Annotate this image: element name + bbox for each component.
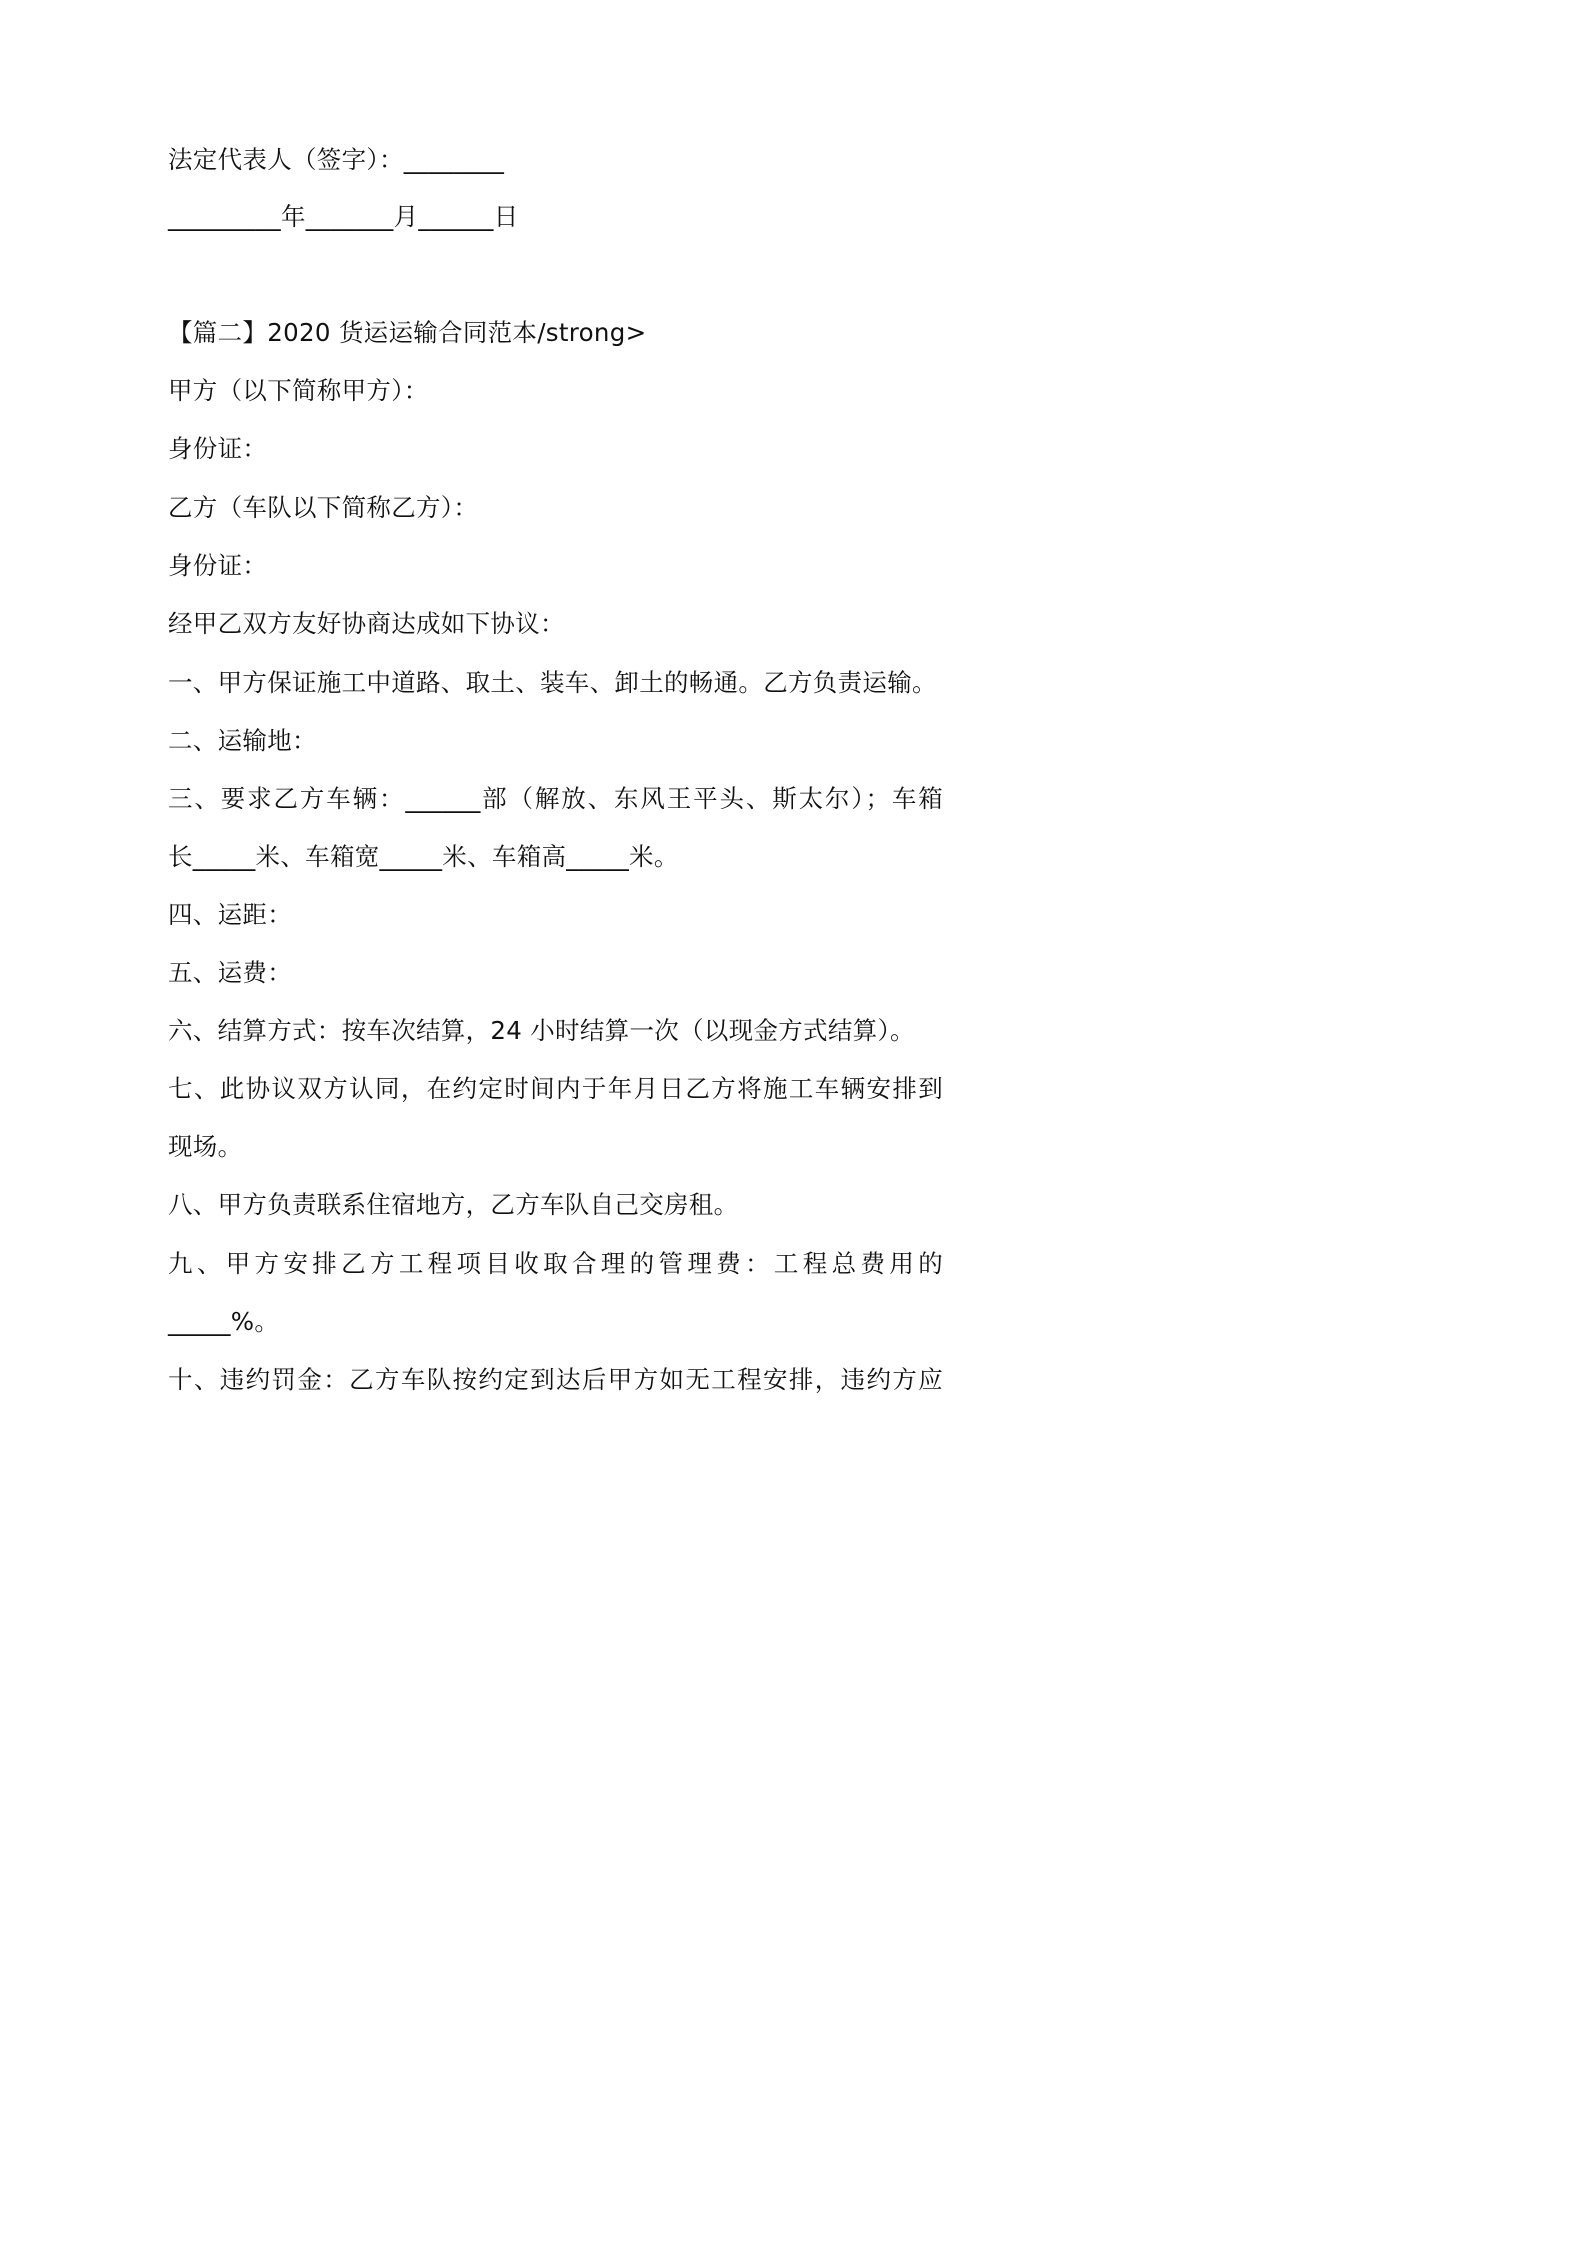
party-a-line: 甲方（以下简称甲方）：: [168, 376, 429, 405]
signature-date-line: _________年_______月______日: [168, 202, 519, 231]
party-a-id-line: 身份证：: [168, 434, 268, 463]
clause-9-line-1: 九、甲方安排乙方工程项目收取合理的管理费：工程总费用的: [168, 1249, 943, 1278]
clause-10-line-1: 十、违约罚金：乙方车队按约定到达后甲方如无工程安排，违约方应: [168, 1365, 943, 1394]
clause-8: 八、甲方负责联系住宿地方，乙方车队自己交房租。: [168, 1190, 739, 1219]
clause-7-line-2: 现场。: [168, 1132, 243, 1161]
agreement-intro-line: 经甲乙双方友好协商达成如下协议：: [168, 609, 565, 638]
clause-7-line-1: 七、此协议双方认同，在约定时间内于年月日乙方将施工车辆安排到: [168, 1074, 943, 1103]
clause-4: 四、运距：: [168, 900, 292, 929]
party-b-line: 乙方（车队以下简称乙方）：: [168, 493, 479, 522]
party-b-id-line: 身份证：: [168, 551, 268, 580]
document-page: [0, 0, 1103, 1560]
signature-representative-line: 法定代表人（签字）：________: [168, 145, 505, 174]
clause-5: 五、运费：: [168, 958, 292, 987]
clause-2: 二、运输地：: [168, 726, 317, 755]
clause-3-line-1: 三、要求乙方车辆：______部（解放、东风王平头、斯太尔）；车箱: [168, 784, 943, 813]
clause-3-line-2: 长_____米、车箱宽_____米、车箱高_____米。: [168, 842, 679, 871]
clause-1: 一、甲方保证施工中道路、取土、装车、卸土的畅通。乙方负责运输。: [168, 668, 937, 697]
clause-6: 六、结算方式：按车次结算，24 小时结算一次（以现金方式结算）。: [168, 1016, 915, 1045]
section-heading: 【篇二】2020 货运运输合同范本/strong>: [168, 318, 647, 347]
clause-9-line-2: _____%。: [168, 1307, 280, 1336]
